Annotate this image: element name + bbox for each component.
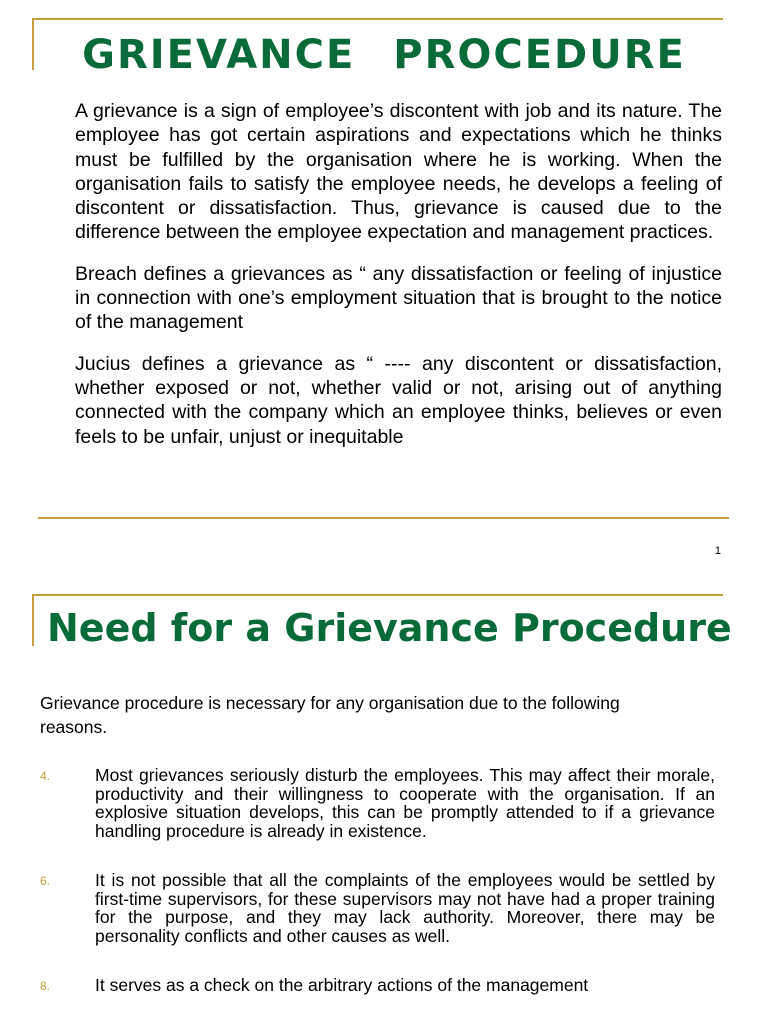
list-item — [0, 871, 768, 946]
left-rule — [32, 594, 34, 646]
list-number: 8. — [40, 978, 51, 993]
list-number: 6. — [40, 873, 51, 888]
list-item-text: Most grievances seriously disturb the employees. This may affect their morale, productivity and their willingness to cooperate with the organisation. If an explosive situation develops, this can be promptly attended to if a grievance handling procedure is already in existence. — [95, 765, 715, 842]
bottom-rule — [38, 517, 729, 519]
paragraph: A grievance is a sign of employee’s discontent with job and its nature. The employee has got certain aspirations and expectations which he thinks must be fulfilled by the organisation where he is working. When the organisation fails to satisfy the employee needs, he develops a feeling of discontent or dissatisfaction. Thus, grievance is caused due to the difference between the employee expectation and management practices. — [75, 100, 722, 244]
list-item-text: It serves as a check on the arbitrary actions of the management — [95, 974, 589, 995]
paragraph: Breach defines a grievances as “ any dissatisfaction or feeling of injustice in connection with one’s employment situation that is brought to the notice of the management — [75, 262, 722, 334]
top-rule — [32, 594, 723, 596]
slide-body — [75, 99, 722, 466]
slide-title: GRIEVANCE PROCEDURE — [82, 32, 686, 78]
slide-2 — [0, 575, 768, 1024]
slide-title: Need for a Grievance Procedure — [47, 606, 732, 650]
list-number: 4. — [40, 769, 51, 783]
page-number: 1 — [714, 545, 721, 557]
reasons-list — [0, 766, 768, 1024]
intro-text: Grievance procedure is necessary for any organisation due to the following reasons. — [40, 693, 620, 737]
top-rule — [32, 18, 723, 20]
list-item-text: It is not possible that all the complaints of the employees would be settled by first-time supervisors, for these supervisors may not have had a proper training for the purpose, and they may lack authority. Moreover, there may be personality conflicts and other causes as well. — [95, 869, 715, 946]
list-item — [0, 766, 768, 841]
list-item — [0, 976, 768, 995]
paragraph: Jucius defines a grievance as “ ---- any discontent or dissatisfaction, whether exposed or not, whether valid or not, arising out of anything connected with the company which an employee thinks, believes or even feels to be unfair, unjust or inequitable — [75, 352, 722, 448]
